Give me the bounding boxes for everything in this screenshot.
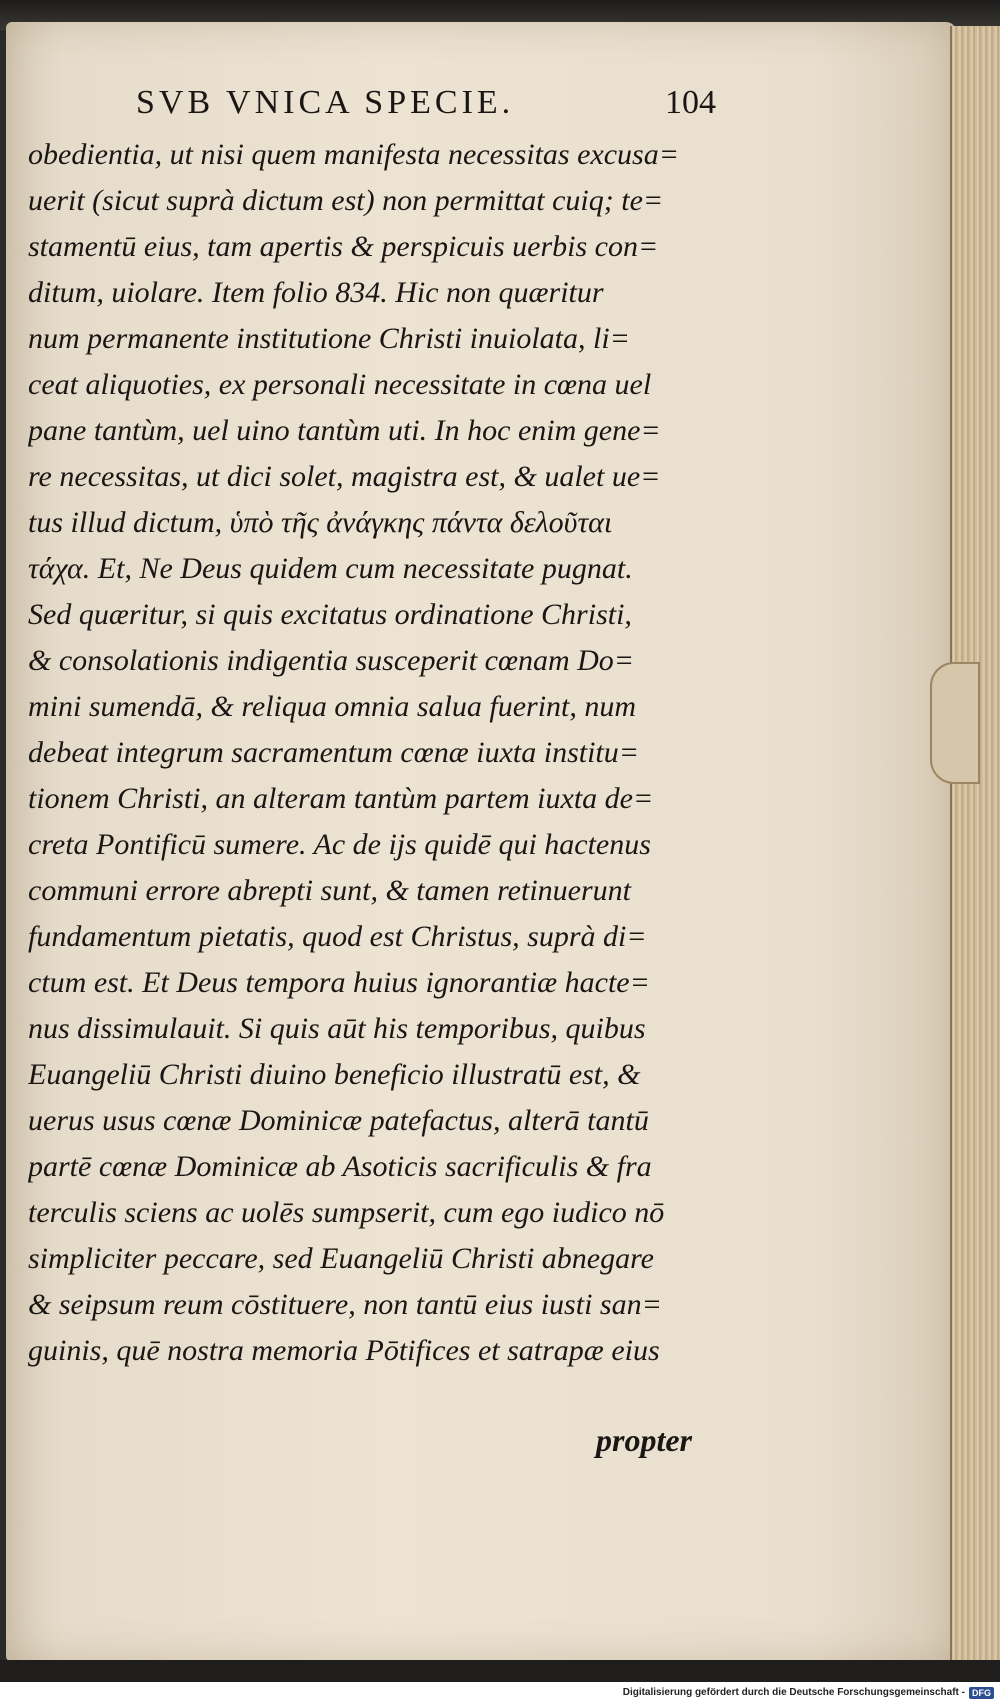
text-line: terculis sciens ac uolēs sumpserit, cum ego iudico nō — [28, 1196, 665, 1229]
text-line: ctum est. Et Deus tempora huius ignorantiæ hacte= — [28, 966, 650, 999]
text-line: stamentū eius, tam apertis & perspicuis uerbis con= — [28, 230, 659, 263]
text-line: debeat integrum sacramentum cœnæ iuxta institu= — [28, 736, 640, 769]
running-head: SVB VNICA SPECIE. — [136, 84, 515, 121]
body-text — [28, 132, 728, 1374]
book-page — [6, 22, 956, 1662]
book-clasp-tab — [930, 662, 980, 784]
text-line: re necessitas, ut dici solet, magistra est, & ualet ue= — [28, 460, 661, 493]
text-line: mini sumendā, & reliqua omnia salua fuerint, num — [28, 690, 637, 723]
page-number: 104 — [665, 84, 716, 121]
text-line: simpliciter peccare, sed Euangeliū Christi abnegare — [28, 1242, 655, 1275]
catchword: propter — [596, 1422, 692, 1458]
funding-credit: Digitalisierung gefördert durch die Deutsche Forschungsgemeinschaft - — [622, 1687, 965, 1698]
text-line: uerit (sicut suprà dictum est) non permittat cuiq; te= — [28, 184, 664, 217]
text-line: partē cœnæ Dominicæ ab Asoticis sacrificulis & fra — [28, 1150, 652, 1183]
text-line: Euangeliū Christi diuino beneficio illustratū est, & — [28, 1058, 641, 1091]
text-line: & consolationis indigentia susceperit cœnam Do= — [28, 644, 635, 677]
text-line: fundamentum pietatis, quod est Christus, suprà di= — [28, 920, 647, 953]
text-line: obedientia, ut nisi quem manifesta necessitas excusa= — [28, 138, 679, 171]
text-line: ditum, uiolare. Item folio 834. Hic non quæritur — [28, 276, 604, 309]
text-line: communi errore abrepti sunt, & tamen retinuerunt — [28, 874, 631, 907]
text-line: tionem Christi, an alteram tantùm partem iuxta de= — [28, 782, 654, 815]
text-line: ceat aliquoties, ex personali necessitate in cœna uel — [28, 368, 652, 401]
text-line: & seipsum reum cōstituere, non tantū eius iusti san= — [28, 1288, 662, 1321]
dfg-logo: DFG — [969, 1687, 994, 1699]
text-line: uerus usus cœnæ Dominicæ patefactus, alterā tantū — [28, 1104, 649, 1137]
text-line: tus illud dictum, ὑπὸ τῆς ἀνάγκης πάντα δελοῦται — [28, 506, 613, 539]
scan-bottom-edge — [0, 1660, 1000, 1682]
text-line: guinis, quē nostra memoria Pōtifices et satrapæ eius — [28, 1334, 660, 1367]
text-line: num permanente institutione Christi inuiolata, li= — [28, 322, 630, 355]
book-page-edges — [950, 26, 1000, 1662]
text-line: creta Pontificū sumere. Ac de ijs quidē qui hactenus — [28, 828, 651, 861]
page-header — [126, 84, 716, 134]
text-line: τάχα. Et, Ne Deus quidem cum necessitate pugnat. — [28, 552, 633, 585]
text-line: Sed quæritur, si quis excitatus ordinatione Christi, — [28, 598, 632, 631]
digitization-footer — [0, 1682, 1000, 1703]
text-line: pane tantùm, uel uino tantùm uti. In hoc enim gene= — [28, 414, 661, 447]
text-line: nus dissimulauit. Si quis aūt his temporibus, quibus — [28, 1012, 646, 1045]
